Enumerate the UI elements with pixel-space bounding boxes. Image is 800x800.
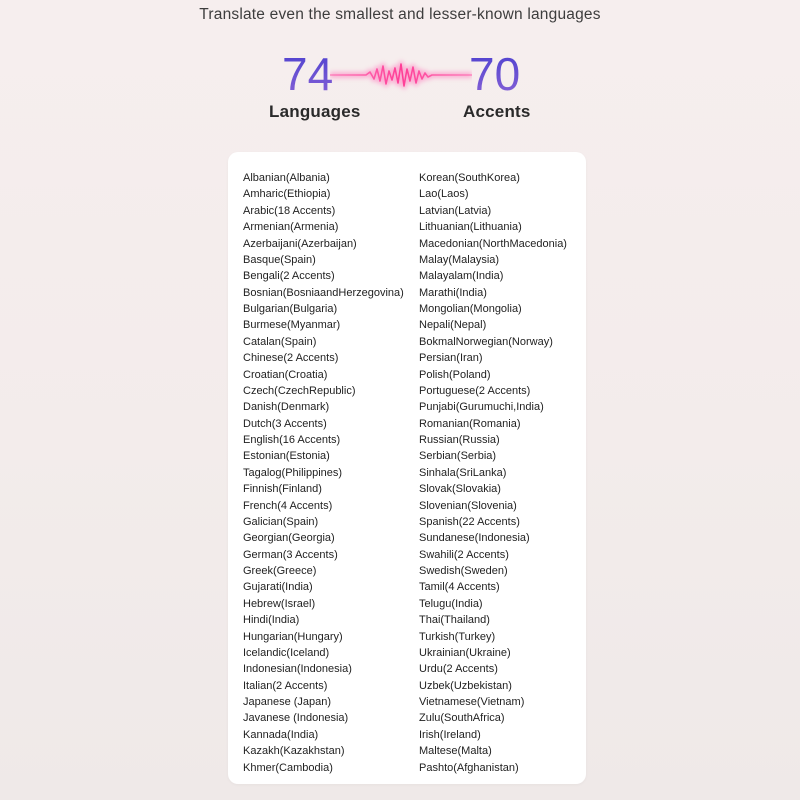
accents-count: 70 [469,48,521,100]
language-item: Lao(Laos) [419,188,469,201]
language-item: Tagalog(Philippines) [243,466,343,479]
language-item: Korean(SouthKorea) [419,172,520,184]
sound-wave-icon [330,52,472,98]
language-item: Portuguese(2 Accents) [419,384,531,397]
language-item: Sinhala(SriLanka) [419,466,507,479]
language-item: Telugu(India) [419,597,483,610]
language-item: Latvian(Latvia) [419,204,492,217]
language-item: Hindi(India) [243,614,300,627]
language-item: Basque(Spain) [243,253,316,266]
language-item: Nepali(Nepal) [419,319,487,332]
language-item: Malay(Malaysia) [419,253,500,266]
language-item: Khmer(Cambodia) [243,761,333,774]
language-item: Czech(CzechRepublic) [243,384,356,397]
language-item: Lithuanian(Lithuania) [419,221,522,234]
language-item: Vietnamese(Vietnam) [419,696,525,708]
language-item: Dutch(3 Accents) [243,417,327,430]
language-item: Bengali(2 Accents) [243,270,335,283]
page-headline: Translate even the smallest and lesser-known languages [199,6,601,23]
language-item: Zulu(SouthAfrica) [419,712,505,725]
language-item: Swedish(Sweden) [419,565,508,577]
language-item: Kazakh(Kazakhstan) [243,745,345,758]
language-item: Japanese (Japan) [243,696,332,708]
language-item: Serbian(Serbia) [419,450,497,463]
language-item: Croatian(Croatia) [243,368,328,381]
language-item: Amharic(Ethiopia) [243,188,331,201]
languages-label: Languages [269,102,361,121]
language-item: Arabic(18 Accents) [243,204,336,217]
language-item: Malayalam(India) [419,270,504,283]
accents-label: Accents [463,102,531,121]
language-item: Gujarati(India) [243,581,313,594]
language-item: Uzbek(Uzbekistan) [419,679,512,692]
language-item: Slovenian(Slovenia) [419,499,517,512]
language-item: Turkish(Turkey) [419,630,496,643]
language-item: Estonian(Estonia) [243,450,330,463]
language-item: Russian(Russia) [419,434,500,446]
language-item: Polish(Poland) [419,368,491,381]
language-item: Burmese(Myanmar) [243,319,341,332]
language-item: Thai(Thailand) [419,614,490,627]
language-item: Albanian(Albania) [243,172,330,184]
language-item: Punjabi(Gurumuchi,India) [419,401,544,414]
language-item: Pashto(Afghanistan) [419,761,519,774]
language-item: Bulgarian(Bulgaria) [243,303,338,315]
language-item: Armenian(Armenia) [243,221,339,234]
language-item: Italian(2 Accents) [243,679,328,692]
language-item: Hebrew(Israel) [243,597,316,610]
language-item: Persian(Iran) [419,352,483,365]
language-list-left [243,170,404,776]
language-item: Urdu(2 Accents) [419,663,498,676]
language-item: Kannada(India) [243,728,319,741]
language-item: Slovak(Slovakia) [419,483,501,496]
language-list-right [419,170,567,776]
language-item: Danish(Denmark) [243,401,330,414]
language-item: Chinese(2 Accents) [243,352,339,365]
language-item: Indonesian(Indonesia) [243,663,352,676]
language-item: Irish(Ireland) [419,728,481,741]
language-item: Romanian(Romania) [419,417,521,430]
language-item: Mongolian(Mongolia) [419,303,522,315]
language-item: French(4 Accents) [243,499,333,512]
language-item: Tamil(4 Accents) [419,581,500,594]
language-item: Bosnian(BosniaandHerzegovina) [243,286,404,299]
language-item: Galician(Spain) [243,515,319,528]
language-item: Greek(Greece) [243,565,317,577]
language-item: Azerbaijani(Azerbaijan) [243,237,357,250]
languages-count: 74 [282,48,334,100]
language-item: Macedonian(NorthMacedonia) [419,237,567,250]
language-item: Hungarian(Hungary) [243,630,343,643]
language-item: Swahili(2 Accents) [419,548,509,561]
language-item: Marathi(India) [419,286,487,299]
language-item: Spanish(22 Accents) [419,515,520,528]
language-item: Catalan(Spain) [243,335,317,348]
language-item: Georgian(Georgia) [243,532,335,545]
language-item: Icelandic(Iceland) [243,646,330,659]
language-item: German(3 Accents) [243,548,338,561]
language-item: Sundanese(Indonesia) [419,532,530,545]
language-item: Maltese(Malta) [419,745,492,758]
language-item: Ukrainian(Ukraine) [419,646,511,659]
language-item: Finnish(Finland) [243,483,322,496]
language-item: Javanese (Indonesia) [243,712,349,725]
language-item: English(16 Accents) [243,434,341,446]
language-item: BokmalNorwegian(Norway) [419,335,553,348]
